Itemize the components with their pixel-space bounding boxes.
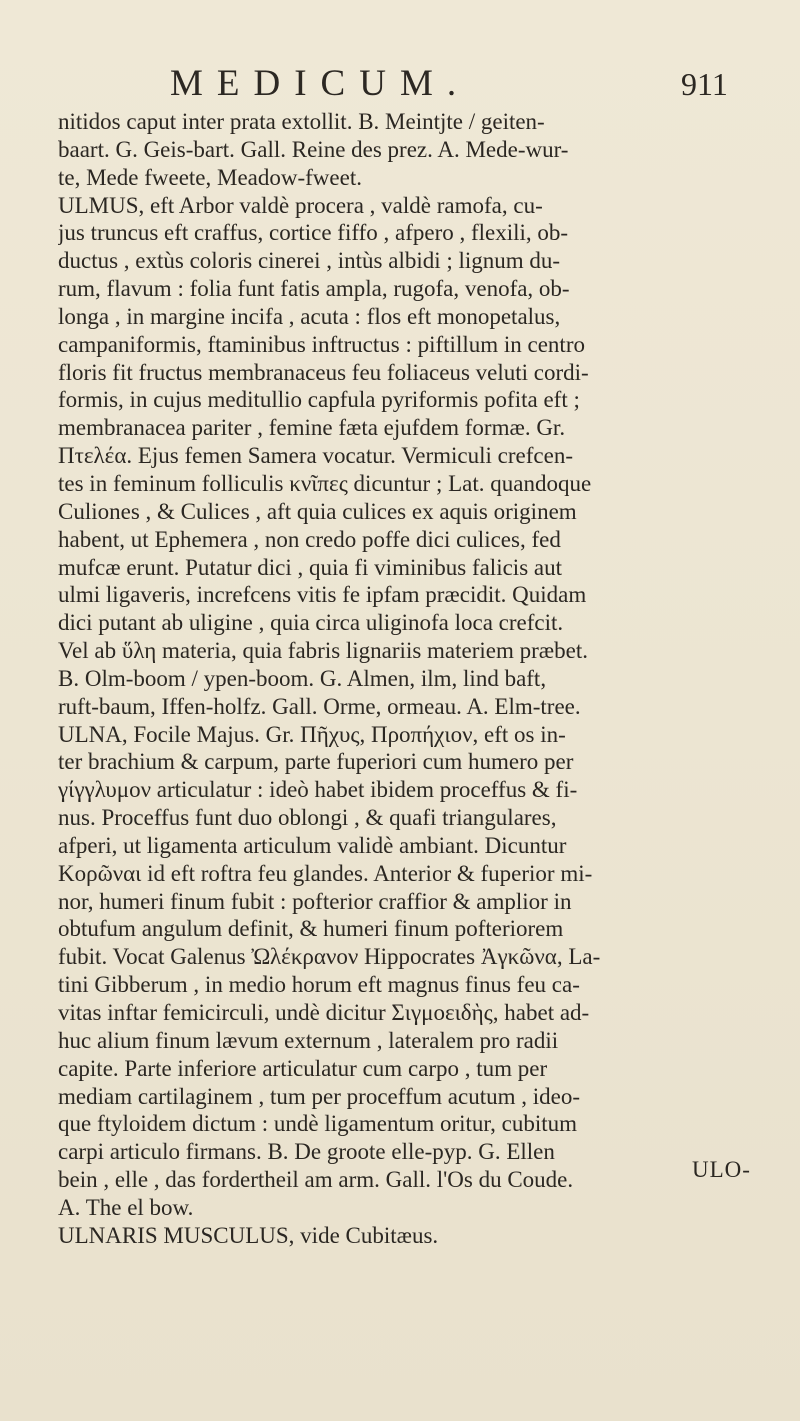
text-line: ulmi ligaveris, increfcens vitis fe ipfam præcidit. Quidam xyxy=(58,582,587,608)
text-line: ULNA, Focile Majus. Gr. Πῆχυς, Προπήχιον, eft os in- xyxy=(58,721,566,747)
text-line: formis, in cujus meditullio capfula pyriformis pofita eft ; xyxy=(58,387,580,413)
text-line: tes in feminum folliculis κνῖπες dicuntur ; Lat. quandoque xyxy=(58,470,592,496)
text-line: carpi articulo firmans. B. De groote elle-pyp. G. Ellen xyxy=(58,1139,555,1165)
text-line: ULMUS, eft Arbor valdè procera , valdè ramofa, cu- xyxy=(58,192,543,218)
text-line: ruft-baum, Iffen-holfz. Gall. Orme, ormeau. A. Elm-tree. xyxy=(58,693,581,719)
page-header xyxy=(0,62,800,102)
text-line: ductus , extùs coloris cinerei , intùs albidi ; lignum du- xyxy=(58,248,561,274)
text-line: Culiones , & Culices , aft quia culices ex aquis originem xyxy=(58,498,577,524)
text-line: jus truncus eft craffus, cortice fiffo , afpero , flexili, ob- xyxy=(58,220,569,246)
text-line: mediam cartilaginem , tum per proceffum acutum , ideo- xyxy=(58,1083,581,1109)
text-line: B. Olm-boom / ypen-boom. G. Almen, ilm, lind baft, xyxy=(58,665,547,691)
text-line: membranacea pariter , femine fæta ejufdem formæ. Gr. xyxy=(58,415,566,441)
text-line: que ftyloidem dictum : undè ligamentum oritur, cubitum xyxy=(58,1111,578,1137)
text-line: nitidos caput inter prata extollit. B. Meintjte / geiten- xyxy=(58,109,545,134)
text-line: ULNARIS MUSCULUS, vide Cubitæus. xyxy=(58,1222,439,1248)
running-head: MEDICUM. xyxy=(170,63,471,104)
text-line: tini Gibberum , in medio horum eft magnus finus feu ca- xyxy=(58,972,580,998)
text-line: campaniformis, ftaminibus inftructus : piftillum in centro xyxy=(58,331,585,357)
catchword: ULO- xyxy=(692,1157,751,1182)
text-line: bein , elle , das fordertheil am arm. Gall. l'Os du Coude. xyxy=(58,1167,574,1193)
text-line: habent, ut Ephemera , non credo poffe dici culices, fed xyxy=(58,526,561,552)
text-line: nus. Proceffus funt duo oblongi , & quafi triangulares, xyxy=(58,805,557,831)
text-line: Vel ab ὕλη materia, quia fabris lignariis materiem præbet. xyxy=(58,638,588,664)
text-line: Πτελέα. Ejus femen Samera vocatur. Vermiculi crefcen- xyxy=(58,443,573,469)
text-line: huc alium finum lævum externum , lateralem pro radii xyxy=(58,1027,559,1053)
text-line: A. The el bow. xyxy=(58,1194,194,1220)
text-line: ter brachium & carpum, parte fuperiori cum humero per xyxy=(58,749,574,775)
text-line: fubit. Vocat Galenus Ὠλέκρανον Hippocrates Ἀγκῶνα, La- xyxy=(58,944,601,970)
text-line: Κορῶναι id eft roftra feu glandes. Anterior & fuperior mi- xyxy=(58,860,593,886)
text-line: te, Mede fweete, Meadow-fweet. xyxy=(58,164,362,190)
text-line: γίγγλυμον articulatur : ideò habet ibidem proceffus & fi- xyxy=(58,777,578,803)
text-line: mufcæ erunt. Putatur dici , quia fi viminibus falicis aut xyxy=(58,554,562,580)
text-line: dici putant ab uligine , quia circa uliginofa loca crefcit. xyxy=(58,610,564,636)
text-line: obtufum angulum definit, & humeri finum pofteriorem xyxy=(58,916,564,942)
text-line: nor, humeri finum fubit : pofterior craffior & amplior in xyxy=(58,888,572,914)
text-line: baart. G. Geis-bart. Gall. Reine des prez. A. Mede-wur- xyxy=(58,136,569,162)
text-line: longa , in margine incifa , acuta : flos eft monopetalus, xyxy=(58,303,561,329)
text-line: afperi, ut ligamenta articulum validè ambiant. Dicuntur xyxy=(58,832,567,858)
text-line: capite. Parte inferiore articulatur cum carpo , tum per xyxy=(58,1055,548,1081)
text-line: vitas inftar femicirculi, undè dicitur Σιγμοειδὴς, habet ad- xyxy=(58,1000,590,1025)
body-text xyxy=(58,108,748,1250)
text-line: rum, flavum : folia funt fatis ampla, rugofa, venofa, ob- xyxy=(58,276,570,302)
page-number: 911 xyxy=(681,66,728,102)
text-line: floris fit fructus membranaceus feu foliaceus veluti cordi- xyxy=(58,359,589,385)
